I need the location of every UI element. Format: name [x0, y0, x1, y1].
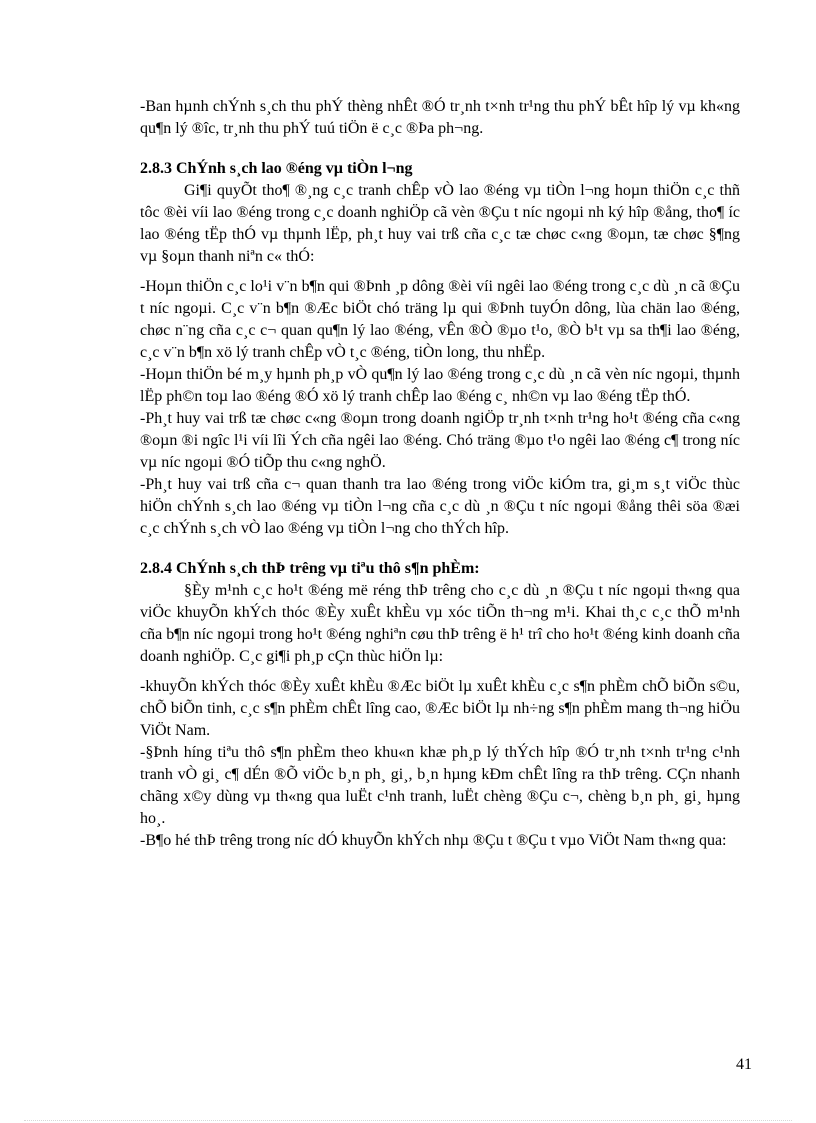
footer-divider [24, 1120, 792, 1121]
paragraph-market-intro: §Èy m¹nh c¸c ho¹t ®éng më réng thÞ trêng cho c¸c dù ¸n ®Çu t níc ngoµi th«ng qua viÖc khuyÕn khÝch thóc ®Èy xuÊt khÈu vµ xóc tiÕn th¬ng m¹i. Khai th¸c c¸c thÕ m¹nh cña b¶n níc ngoµi trong ho¹t ®éng nghiªn cøu thÞ trêng ë h¹ trî cho ho¹t ®éng kinh doanh cña doanh nghiÖp. C¸c gi¶i ph¸p cÇn thùc hiÖn lµ: [140, 582, 740, 665]
paragraph-labor-intro: Gi¶i quyÕt tho¶ ®¸ng c¸c tranh chÊp vÒ lao ®éng vµ tiÒn l¬ng hoµn thiÖn c¸c thñ tôc ®èi víi lao ®éng trong c¸c doanh nghiÖp cã vèn ®Çu t níc ngoµi nh ký hîp ®ång, tho¶ íc lao ®éng tËp thÓ vµ thµnh lËp, ph¸t huy vai trß cña c¸c tæ chøc c«ng ®oµn, tæ chøc §¶ng vµ §oµn thanh niªn c« thÓ: [140, 182, 740, 265]
page-number: 41 [736, 1056, 752, 1073]
paragraph-labor-inspection: -Ph¸t huy vai trß cña c¬ quan thanh tra lao ®éng trong viÖc kiÓm tra, gi¸m s¸t viÖc thùc hiÖn chÝnh s¸ch lao ®éng vµ tiÒn l¬ng cña c¸c dù ¸n ®Çu t níc ngoµi ®ång thêi söa ®æi c¸c chÝnh s¸ch vÒ lao ®éng vµ tiÒn l¬ng cho thÝch hîp. [140, 476, 740, 537]
paragraph-export-promotion: -khuyÕn khÝch thóc ®Èy xuÊt khÈu ®Æc biÖt lµ xuÊt khÈu c¸c s¶n phÈm chÕ biÕn s©u, chÕ biÕn tinh, c¸c s¶n phÈm chÊt lîng cao, ®Æc biÖt lµ nh÷ng s¶n phÈm mang th¬ng hiÖu ViÖt Nam. [140, 678, 740, 739]
section-heading-2-8-4: 2.8.4 ChÝnh s¸ch thÞ trêng vµ tiªu thô s¶n phÈm: [140, 560, 480, 577]
paragraph-labor-court: -Hoµn thiÖn bé m¸y hµnh ph¸p vÒ qu¶n lý lao ®éng trong c¸c dù ¸n cã vèn níc ngoµi, thµnh lËp ph©n toµ lao ®éng ®Ó xö lý tranh chÊp lao ®éng c¸ nh©n vµ lao ®éng tËp thÓ. [140, 366, 740, 405]
section-heading-2-8-3: 2.8.3 ChÝnh s¸ch lao ®éng vµ tiÒn l¬ng [140, 160, 413, 177]
paragraph-fee-policy: -Ban hµnh chÝnh s¸ch thu phÝ thèng nhÊt ®Ó tr¸nh t×nh tr¹ng thu phÝ bÊt hîp lý vµ kh«ng qu¶n lý ®îc, tr¸nh thu phÝ tuú tiÖn ë c¸c ®Þa ph¬ng. [140, 98, 740, 137]
document-page [140, 96, 740, 852]
paragraph-labor-regulations: -Hoµn thiÖn c¸c lo¹i v¨n b¶n qui ®Þnh ¸p dông ®èi víi ngêi lao ®éng trong c¸c dù ¸n cã ®Çu t níc ngoµi. C¸c v¨n b¶n ®Æc biÖt chó träng lµ qui ®Þnh tuyÓn dông, lùa chän lao ®éng, chøc n¨ng cña c¸c c¬ quan qu¶n lý lao ®éng, vÊn ®Ò ®µo t¹o, ®Ò b¹t vµ sa th¶i lao ®éng, c¸c v¨n b¶n xö lý tranh chÊp vÒ t¸c ®éng, tiÒn long, thu nhËp. [140, 278, 740, 361]
paragraph-market-protection: -B¶o hé thÞ trêng trong níc dÓ khuyÕn khÝch nhµ ®Çu t ®Çu t vµo ViÖt Nam th«ng qua: [140, 832, 727, 849]
paragraph-consumption-orientation: -§Þnh híng tiªu thô s¶n phÈm theo khu«n khæ ph¸p lý thÝch hîp ®Ó tr¸nh t×nh tr¹ng c¹nh tranh vÒ gi¸ c¶ dÉn ®Õ viÖc b¸n ph¸ gi¸, b¸n hµng kÐm chÊt lîng ra thÞ trêng. CÇn nhanh chãng x©y dùng vµ th«ng qua luËt c¹nh tranh, luËt chèng ®Çu c¬, chèng b¸n ph¸ gi¸ hµng ho¸. [140, 744, 740, 827]
paragraph-union-role: -Ph¸t huy vai trß tæ chøc c«ng ®oµn trong doanh ngiÖp tr¸nh t×nh tr¹ng ho¹t ®éng cña c«ng ®oµn ®i ngîc l¹i víi lîi Ých cña ngêi lao ®éng. Chó träng ®µo t¹o ngêi lao ®éng c¶ trong níc vµ níc ngoµi ®Ó tiÕp thu c«ng nghÖ. [140, 410, 740, 471]
